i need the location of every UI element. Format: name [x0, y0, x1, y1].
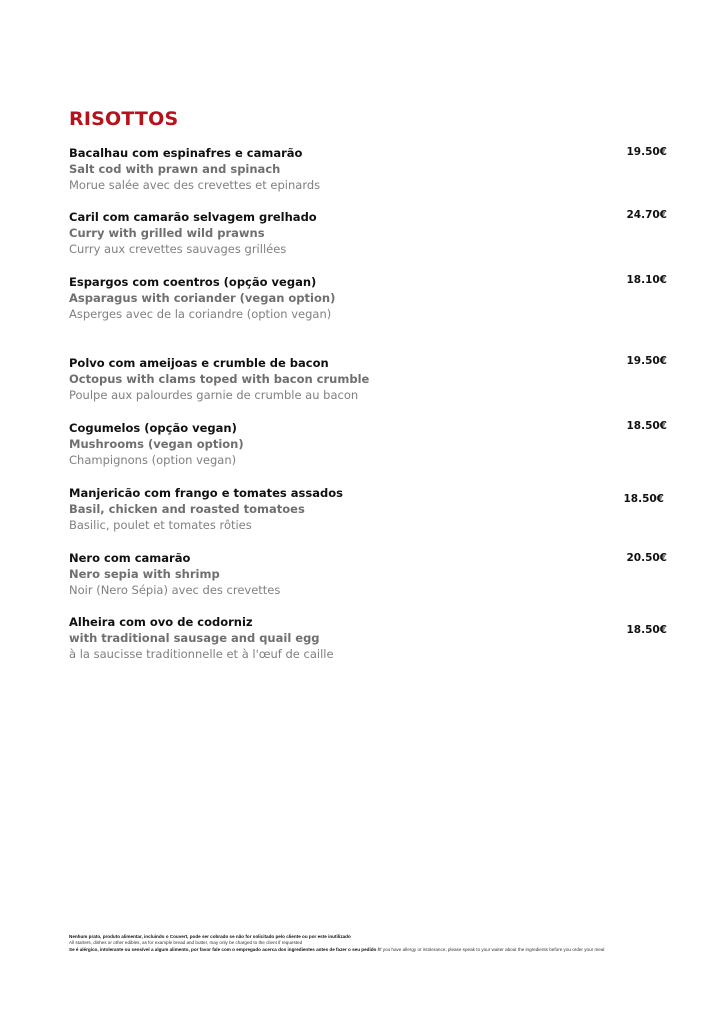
menu-item: [69, 420, 669, 468]
dish-name-en: Octopus with clams toped with bacon crumble: [69, 372, 370, 386]
footer-line-en: All starters, dishes or other edibles, as for example bread and butter, may only be charged to the client if requested: [69, 940, 303, 946]
dish-name-fr: Morue salée avec des crevettes et epinards: [69, 178, 321, 192]
dish-name-fr: Champignons (option vegan): [69, 453, 237, 467]
dish-price: 18.50€: [623, 493, 664, 505]
dish-name-pt: Alheira com ovo de codorniz: [69, 615, 253, 629]
dish-name-pt: Manjericão com frango e tomates assados: [69, 486, 343, 500]
menu-item: [69, 274, 669, 322]
dish-name-en: Curry with grilled wild prawns: [69, 226, 265, 240]
dish-price: 18.10€: [626, 274, 667, 286]
dish-name-fr: Basilic, poulet et tomates rôties: [69, 518, 252, 532]
menu-item: [69, 145, 669, 193]
dish-name-pt: Nero com camarão: [69, 551, 191, 565]
dish-name-pt: Espargos com coentros (opção vegan): [69, 275, 317, 289]
dish-price: 18.50€: [626, 624, 667, 636]
menu-item: [69, 550, 669, 598]
footer-notes: [69, 934, 669, 953]
dish-price: 20.50€: [626, 552, 667, 564]
dish-name-fr: Curry aux crevettes sauvages grillées: [69, 242, 287, 256]
dish-price: 24.70€: [626, 209, 667, 221]
dish-name-fr: Poulpe aux palourdes garnie de crumble au bacon: [69, 388, 359, 402]
dish-name-en: with traditional sausage and quail egg: [69, 631, 320, 645]
menu-item: [69, 614, 669, 662]
dish-name-pt: Caril com camarão selvagem grelhado: [69, 210, 317, 224]
dish-name-en: Nero sepia with shrimp: [69, 567, 220, 581]
footer-allergy-pt: Se é alérgico, intolerante ou sensível a algum alimento, por favor fale com o empregado acerca dos ingredientes antes de fazer o seu pedido /: [69, 946, 379, 952]
dish-price: 19.50€: [626, 146, 667, 158]
dish-price: 18.50€: [626, 420, 667, 432]
footer-allergy-en: If you have allergy or intolerance, please speak to your waiter about the ingredients before you order your meal: [378, 946, 605, 952]
dish-name-fr: Noir (Nero Sépia) avec des crevettes: [69, 583, 281, 597]
footer-line-pt: Nenhum prato, produto alimentar, incluindo o Couvert, pode ser cobrado se não for solicitado pelo cliente ou por este inutilizado: [69, 934, 351, 939]
dish-name-en: Asparagus with coriander (vegan option): [69, 291, 336, 305]
dish-name-fr: à la saucisse traditionnelle et à l'œuf de caille: [69, 647, 334, 661]
menu-item: [69, 209, 669, 257]
section-title: RISOTTOS: [69, 108, 179, 130]
dish-name-fr: Asperges avec de la coriandre (option vegan): [69, 307, 332, 321]
footer-allergy-line: [69, 947, 669, 953]
dish-name-pt: Cogumelos (opção vegan): [69, 421, 237, 435]
dish-name-pt: Bacalhau com espinafres e camarão: [69, 146, 303, 160]
menu-item: [69, 355, 669, 403]
dish-name-en: Mushrooms (vegan option): [69, 437, 244, 451]
dish-name-en: Basil, chicken and roasted tomatoes: [69, 502, 305, 516]
dish-name-en: Salt cod with prawn and spinach: [69, 162, 281, 176]
dish-price: 19.50€: [626, 355, 667, 367]
menu-item: [69, 485, 669, 533]
dish-name-pt: Polvo com ameijoas e crumble de bacon: [69, 356, 329, 370]
